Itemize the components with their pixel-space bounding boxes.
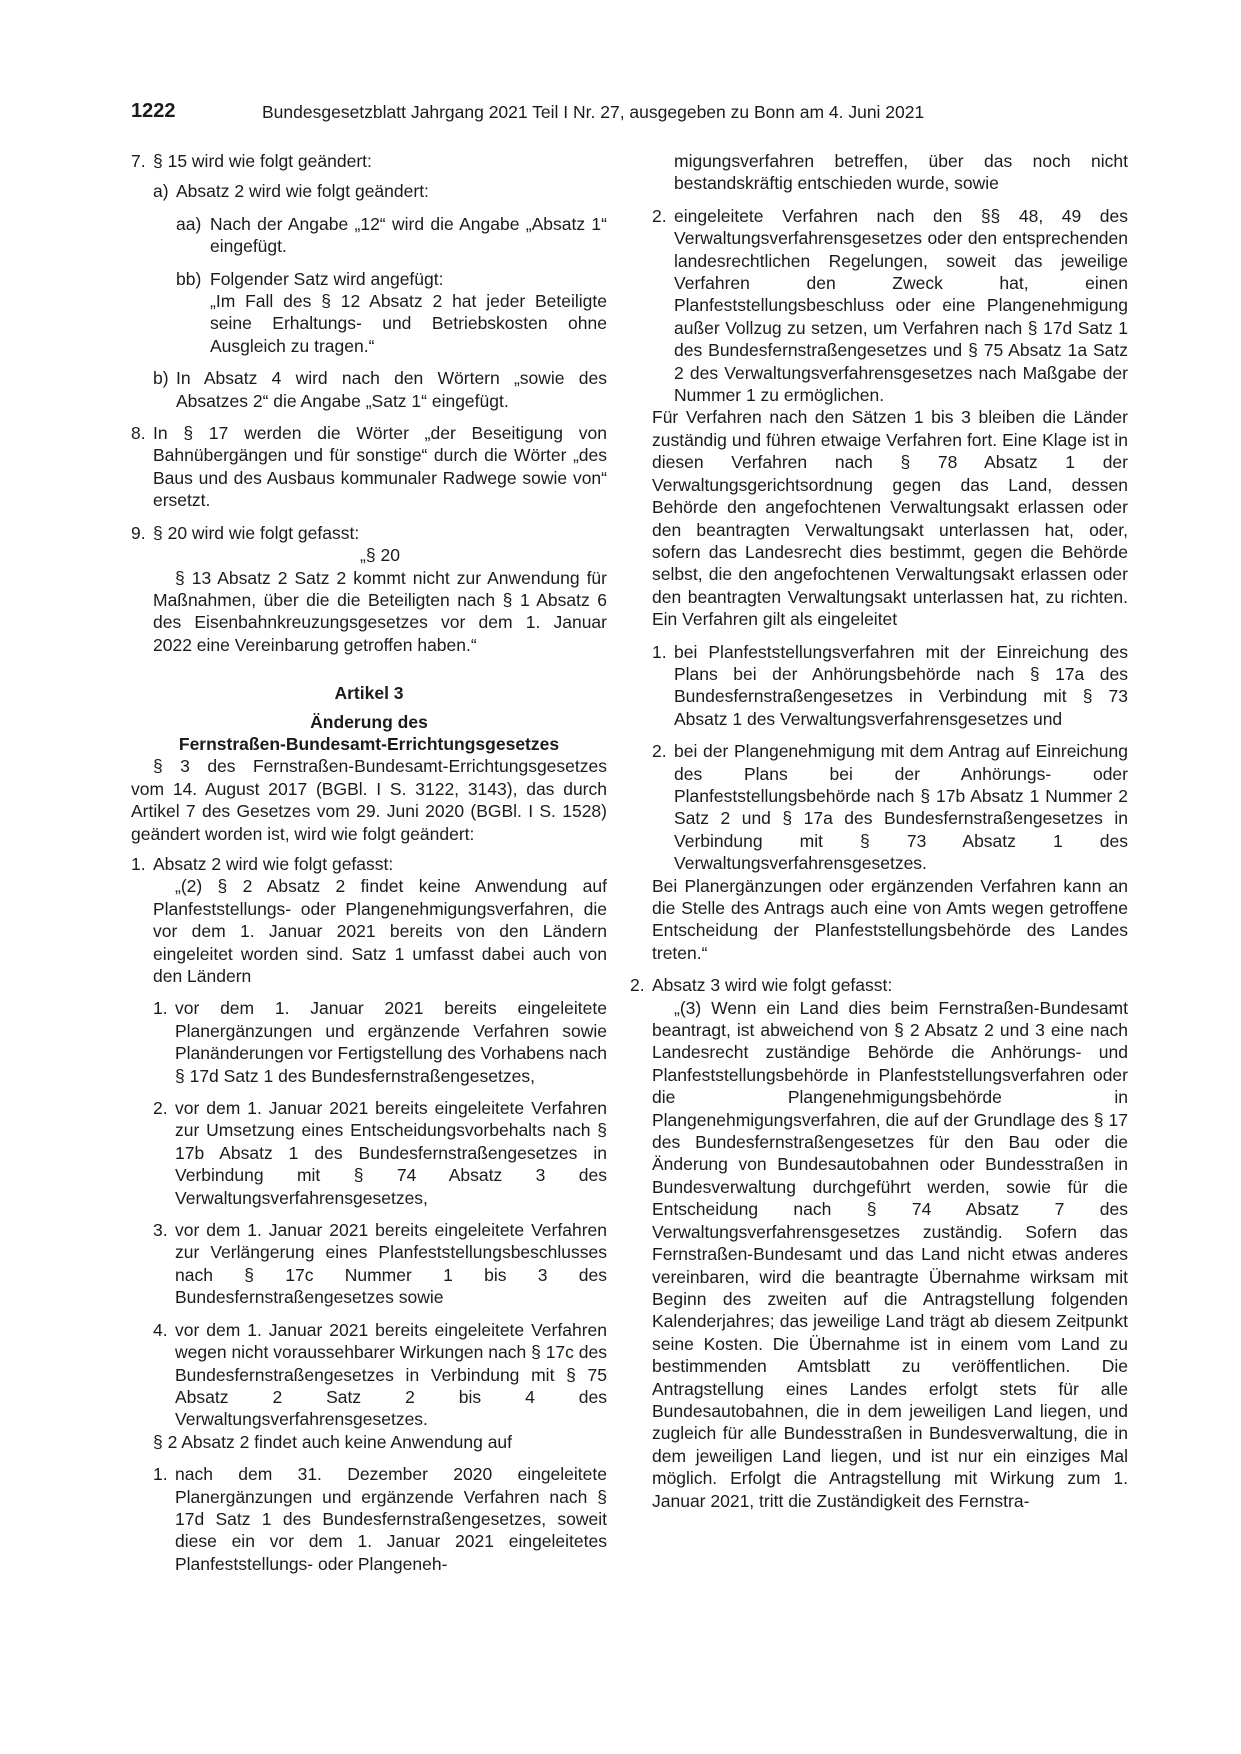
- paragraph-body: § 13 Absatz 2 Satz 2 kommt nicht zur Anwendung für Maßnahmen, über die die Beteiligten nach § 1 Absatz 6 des Eisenbahnkreuzungsgesetzes vor dem 1. Januar 2022 eine Vereinbarung getroffen haben.“: [153, 567, 607, 655]
- list-number: aa): [176, 213, 202, 234]
- sub-item-3: [153, 1219, 607, 1309]
- list-item-2: [630, 974, 1128, 1512]
- list-text: nach dem 31. Dezember 2020 eingeleitete Planergänzungen und ergänzende Verfahren nach § 17d Satz 1 des Bundesfernstraßengesetzes, soweit diese ein vor dem 1. Januar 2021 eingeleitetes Planfeststellungs- oder Plangeneh-: [175, 1464, 607, 1574]
- paragraph-responsibility: Für Verfahren nach den Sätzen 1 bis 3 bleiben die Länder zuständig und führen etwaige Verfahren fort. Eine Klage ist in diesen Verfahren nach § 78 Absatz 1 der Verwaltungsgerichtsordnung gegen das Land, dessen Behörde den angefochtenen Verwaltungsakt erlassen oder den beantragten Verwaltungsakt unterlassen hat, oder, sofern das Landesrecht dies bestimmt, gegen die Behörde selbst, die den angefochtenen Verwaltungsakt erlassen oder den beantragten Verwaltungsakt unterlassen hat, zu richten. Ein Verfahren gilt als eingeleitet: [652, 407, 1128, 630]
- article-heading: [131, 682, 607, 755]
- list-number: 3.: [153, 1220, 168, 1241]
- list-number: 1.: [153, 998, 168, 1019]
- right-column: [630, 150, 1128, 1512]
- list-text: vor dem 1. Januar 2021 bereits eingeleitete Verfahren zur Umsetzung eines Entscheidungsvorbehalts nach § 17b Absatz 1 des Bundesfernstraßengesetzes in Verbindung mit § 74 Absatz 3 des Verwaltungsverfahrensgesetzes,: [175, 1098, 607, 1208]
- list-text: Absatz 3 wird wie folgt gefasst:: [652, 975, 893, 996]
- list-text: vor dem 1. Januar 2021 bereits eingeleitete Planergänzungen und ergänzende Verfahren sowie Planänderungen vor Fertigstellung des Vorhabens nach § 17d Satz 1 des Bundesfernstraßengesetzes,: [175, 998, 607, 1086]
- paragraph-supplements: Bei Planergänzungen oder ergänzenden Verfahren kann an die Stelle des Antrags auch eine von Amts wegen getroffene Entscheidung der Planfeststellungsbehörde des Landes treten.“: [652, 875, 1128, 963]
- list-number: 4.: [153, 1319, 168, 1340]
- list-text: In § 17 werden die Wörter „der Beseitigung von Bahnübergängen und für sonstige“ durch die Wörter „des Baus und des Ausbaus kommunaler Radwege sowie von“ ersetzt.: [153, 423, 607, 511]
- list-number: 2.: [652, 741, 667, 762]
- paragraph-abs3: „(3) Wenn ein Land dies beim Fernstraßen-Bundesamt beantragt, ist abweichend von § 2 Absatz 2 und 3 eine nach Landesrecht zuständige Behörde die Anhörungs- und Planfeststellungsbehörde in Planfeststellungsverfahren oder die Plangenehmigungsbehörde in Plangenehmigungsverfahren, die auf der Grundlage des § 17 des Bundesfernstraßengesetzes für den Bau oder die Änderung von Bundesautobahnen oder Bundesstraßen in Bundesverwaltung durchgeführt werden, sowie für die Entscheidung nach § 74 Absatz 7 des Verwaltungsverfahrensgesetzes zuständig. Sofern das Fernstraßen-Bundesamt und das Land nicht etwas anderes vereinbaren, wird die beantragte Übernahme wirksam mit Beginn des zweiten auf die Antragstellung folgenden Kalenderjahres; das jeweilige Land trägt ab diesem Zeitpunkt seine Kosten. Die Übernahme ist in einem vom Land zu bestimmenden Amtsblatt zu veröffentlichen. Die Antragstellung eines Landes erfolgt stets für alle Bundesautobahnen, die in dem jeweiligen Land liegen, und zugleich für alle Bundesstraßen in Bundesverwaltung, die in dem jeweiligen Land liegen, und ist nur ein einziges Mal möglich. Erfolgt die Antragstellung mit Wirkung zum 1. Januar 2021, tritt die Zuständigkeit des Fernstra-: [652, 997, 1128, 1511]
- list-text: bei der Plangenehmigung mit dem Antrag auf Einreichung des Plans bei der Anhörungs- oder Planfeststellungsbehörde nach § 17b Absatz 1 Nummer 2 Satz 2 und § 17a des Bundesfernstraßengesetzes in Verbindung mit § 73 Absatz 1 des Verwaltungsverfahrensgesetzes.: [674, 741, 1128, 874]
- list-text: Folgender Satz wird angefügt:: [210, 268, 444, 289]
- list-text: vor dem 1. Januar 2021 bereits eingeleitete Verfahren wegen nicht voraussehbarer Wirkungen nach § 17c des Bundesfernstraßengesetzes in Verbindung mit § 75 Absatz 2 Satz 2 bis 4 des Verwaltungsverfahrensgesetzes.: [175, 1319, 607, 1430]
- list-item-9: [131, 522, 607, 656]
- article-title-line-1: Änderung des: [310, 711, 428, 732]
- list-item-8: [131, 422, 607, 512]
- list-text: In Absatz 4 wird nach den Wörtern „sowie des Absatzes 2“ die Angabe „Satz 1“ eingefügt.: [176, 368, 607, 411]
- list-item-a: [153, 180, 607, 202]
- list-item-1: [131, 853, 607, 1575]
- list-item-aa: [176, 213, 607, 258]
- list-number: 7.: [131, 151, 146, 171]
- list-number: 1.: [131, 853, 146, 874]
- sub-item-1: [153, 997, 607, 1087]
- paragraph-heading: „§ 20: [360, 545, 400, 566]
- list-text: Nach der Angabe „12“ wird die Angabe „Absatz 1“ eingefügt.: [210, 213, 607, 257]
- article-title-line-2: Fernstraßen-Bundesamt-Errichtungsgesetzes: [178, 733, 560, 754]
- sub-item-u1: [652, 641, 1128, 731]
- quoted-sentence: „Im Fall des § 12 Absatz 2 hat jeder Beteiligte seine Erhaltungs- und Betriebskosten ohne Ausgleich zu tragen.“: [210, 291, 607, 356]
- list-number: 1.: [652, 641, 667, 662]
- paragraph-also: § 2 Absatz 2 findet auch keine Anwendung auf: [153, 1431, 513, 1452]
- page-header-title: Bundesgesetzblatt Jahrgang 2021 Teil I Nr. 27, ausgegeben zu Bonn am 4. Juni 2021: [262, 102, 925, 122]
- left-column: [131, 150, 607, 1575]
- list-item-7: [131, 150, 607, 172]
- list-number: 2.: [153, 1098, 168, 1119]
- article-number: Artikel 3: [334, 683, 404, 704]
- list-number: 9.: [131, 522, 146, 543]
- list-number: 8.: [131, 423, 146, 444]
- sub-item-t2: [652, 205, 1128, 407]
- list-item-bb: [176, 268, 607, 358]
- sub-item-2: [153, 1097, 607, 1209]
- article-intro: § 3 des Fernstraßen-Bundesamt-Errichtungsgesetzes vom 14. August 2017 (BGBl. I S. 3122, 3143), das durch Artikel 7 des Gesetzes vom 29. Juni 2020 (BGBl. I S. 1528) geändert worden ist, wird wie folgt geändert:: [131, 756, 607, 844]
- sub-item-u2: [652, 740, 1128, 874]
- list-text: Absatz 2 wird wie folgt geändert:: [176, 181, 429, 202]
- list-text: eingeleitete Verfahren nach den §§ 48, 49 des Verwaltungsverfahrensgesetzes oder den entsprechenden landesrechtlichen Regelungen, soweit das jeweilige Verfahren den Zweck hat, einen Planfeststellungsbeschluss oder eine Plangenehmigung außer Vollzug zu setzen, um Verfahren nach § 17d Satz 1 des Bundesfernstraßengesetzes und § 75 Absatz 1a Satz 2 des Verwaltungsverfahrensgesetzes nach Maßgabe der Nummer 1 zu ermöglichen.: [674, 205, 1128, 406]
- sub-item-4: [153, 1319, 607, 1431]
- continued-text: migungsverfahren betreffen, über das noch nicht bestandskräftig entschieden wurde, sowie: [674, 151, 1128, 194]
- paragraph-abs2: „(2) § 2 Absatz 2 findet keine Anwendung auf Planfeststellungs- oder Plangenehmigungsverfahren, die vor dem 1. Januar 2021 bereits von den Ländern eingeleitet worden sind. Satz 1 umfasst dabei auch von den Ländern: [153, 876, 607, 986]
- list-number: a): [153, 181, 169, 202]
- list-number: 1.: [153, 1464, 168, 1485]
- list-number: 2.: [630, 975, 645, 996]
- sub-item-t1: [153, 1463, 607, 1575]
- page-number: 1222: [131, 100, 176, 122]
- list-item-b: [153, 367, 607, 412]
- list-text: Absatz 2 wird wie folgt gefasst:: [153, 853, 394, 874]
- list-text: vor dem 1. Januar 2021 bereits eingeleitete Verfahren zur Verlängerung eines Planfeststellungsbeschlusses nach § 17c Nummer 1 bis 3 des Bundesfernstraßengesetzes sowie: [175, 1220, 607, 1308]
- list-text: § 20 wird wie folgt gefasst:: [153, 522, 360, 543]
- list-text: bei Planfeststellungsverfahren mit der Einreichung des Plans bei der Anhörungsbehörde nach § 17a des Bundesfernstraßengesetzes in Verbindung mit § 73 Absatz 1 des Verwaltungsverfahrensgesetzes und: [674, 641, 1128, 729]
- list-text: § 15 wird wie folgt geändert:: [153, 151, 372, 171]
- list-number: b): [153, 368, 169, 389]
- list-number: 2.: [652, 205, 667, 226]
- list-number: bb): [176, 268, 202, 289]
